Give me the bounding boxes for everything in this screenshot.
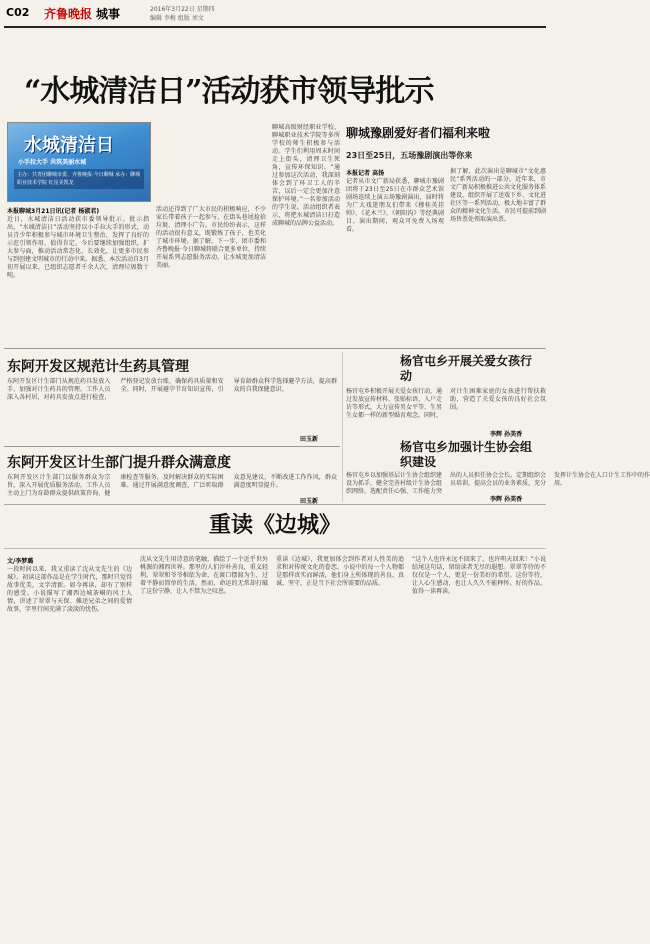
feature-title-rule [4,548,546,549]
right-body-col1: 记者从市文广新局获悉，聊城市豫剧团将于23日至25日在市群众艺术馆剧场连续上演五场豫剧演出，届时将为广大戏迷朋友们带来《穆桂英挂帅》、《花木兰》、《朝阳沟》等经典剧目。演出期间，观众可免费入场观看。 [346,178,444,233]
devzone1-headline: 东阿开发区规范计生药具管理 [7,359,189,375]
devzone2-headline: 东阿开发区计生部门提升群众满意度 [7,455,231,471]
photo-subtitle: 小手拉大手 共筑美丽水城 [18,159,87,166]
date-line: 2016年3月22日 星期四 [150,6,215,13]
right-body-col2: 据了解，此次演出是聊城市“文化惠民”系列活动的一部分。近年来，市文广新局积极推进公共文化服务体系建设，组织开展了送戏下乡、文化进社区等一系列活动，极大地丰富了群众的精神文化生活。市民可提前到剧场售票处领取演出票。 [450,168,547,223]
photo-title: 水城清洁日 [24,135,114,156]
main-body-col2: 活动还得到了广大市民的积极响应，不少家长带着孩子一起参与，在街头巷尾捡拾垃圾、清理小广告。市民纷纷表示，这样的活动很有意义，既锻炼了孩子，也美化了城市环境。据了解，下一步，团市委和齐鲁晚报·今日聊城将联合更多单位，持续开展系列志愿服务活动，让水城更加清洁美丽。 [156,206,266,269]
column-divider [342,352,343,502]
main-byline: 本报聊城3月21日讯(记者 杨淑君) [7,208,100,215]
event-photo [7,122,151,202]
devzone1-reporter: 田玉新 [300,436,319,443]
devzone-divider [4,446,340,447]
feature-body-col2: 沈从文先生用诗意的笔触，描绘了一个近乎世外桃源的湘西世界。那里的人们淳朴善良，重义轻利。翠翠和爷爷相依为命，在渡口摆渡为生，过着平静而简单的生活。然而，命运的无常却打破了这份宁静，让人不禁为之叹息。 [140,556,268,595]
section-divider [4,348,546,349]
devzone1-body: 东阿开发区计生部门从规范药具发放入手，加强对计生药具的管理。工作人员深入各村居，对药具发放点进行检查，严格登记发放台账，确保药具质量和安全。同时，开展避孕节育知识宣传，引导育龄群众科学选择避孕方法，提高群众的自我保健意识。 [7,378,337,401]
yangtun1-reporter: 李辉 孙美香 [490,431,523,438]
yangtun1-body: 杨官屯乡积极开展关爱女孩行动，通过发放宣传材料、张贴标语、入户走访等形式，大力宣传男女平等、生男生女都一样的新型婚育观念。同时，对计生困难家庭的女孩进行帮扶救助，营造了关爱女孩的良好社会氛围。 [346,388,546,419]
yangtun1-headline: 杨官屯乡开展关爱女孩行动 [400,354,533,383]
yangtun2-body: 杨官屯乡以加强基层计生协会组织建设为抓手，健全完善村级计生协会组织网络，选配责任心强、工作能力突出的人员担任协会会长。定期组织会员培训，提高会员的业务素质，充分发挥计生协会在人口计生工作中的作用。 [346,472,650,495]
header-rule [4,26,546,28]
photo-sponsors: 主办：共青团聊城市委、齐鲁晚报·今日聊城 承办：聊城职业技术学院 红星美凯龙 [14,169,144,189]
staff-line: 编辑 李梅 组版 刘文 [150,15,204,22]
right-headline: 聊城豫剧爱好者们福利来啦 [346,126,491,140]
feature-body-col3: 重读《边城》，我更加体会到作者对人性美的追求和对传统文化的眷恋。小说中的每一个人物都是那样真实而鲜活，他们身上所体现的善良、真诚、坚守，正是当下社会所需要的品质。 [276,556,404,587]
section-name: 城事 [96,7,121,21]
right-deck: 23日至25日，五场豫剧演出等你来 [346,151,473,160]
feature-body-col1: 一段时间以来，我又重读了沈从文先生的《边城》。初读这部作品是在学生时代，那时只觉得故事优美，文字清新。如今再读，却有了别样的感受。小说描写了湘西边城茶峒的风土人情，讲述了翠翠与天保、傩送兄弟之间的爱情故事，字里行间充满了淡淡的忧伤。 [7,566,132,613]
feature-byline: 文/李梦璐 [7,558,34,565]
main-body-col1: 近日，水城清洁日活动获市委领导批示。批示指出，“水城清洁日”活动坚持以小手拉大手的形式，动员青少年积极参与城市环境卫生整治，发挥了良好的示范引领作用，值得肯定。今后要继续加强组织，扩大参与面，推动活动常态化、长效化，让更多市民参与到创建文明城市的行动中来。据悉，本次活动自3月初开展以来，已组织志愿者千余人次，清理垃圾数十吨。 [7,216,149,279]
devzone2-reporter: 田玉新 [300,498,319,505]
yangtun2-reporter: 李辉 孙美香 [490,496,523,503]
feature-body-col4: “这个人也许永远不回来了，也许明天回来！”小说结尾这句话，留给读者无尽的遐想。翠翠等待的不仅仅是一个人，更是一份美好的希望。这份等待，让人心生感动，也让人久久不能释怀。好的作品，值得一读再读。 [412,556,546,595]
main-body-col3: 聊城高级财经职业学校、聊城职业技术学院等多所学校的师生积极参与活动。学生们利用周末时间走上街头，清理卫生死角，宣传环保知识。“通过参加这次活动，我深刻体会到了环卫工人的辛苦，以后一定会更加注意保护环境。”一名参加活动的学生说。活动组织者表示，将把水城清洁日打造成聊城的品牌公益活动。 [272,124,340,227]
right-byline: 本报记者 高扬 [346,170,385,177]
feature-top-rule [4,504,546,505]
page-number: C02 [6,6,30,19]
devzone2-body: 东阿开发区计生部门以服务群众为宗旨，深入开展优质服务活动。工作人员主动上门为育龄群众提供政策咨询、健康检查等服务，及时解决群众的实际困难。通过开展满意度调查，广泛听取群众意见建议，不断改进工作作风，群众满意度明显提升。 [7,474,337,497]
yangtun2-headline: 杨官屯乡加强计生协会组织建设 [400,440,533,469]
paper-name: 齐鲁晚报 [44,7,93,21]
main-headline: “水城清洁日”活动获市领导批示 [24,74,434,109]
feature-title: 重读《边城》 [208,512,341,538]
